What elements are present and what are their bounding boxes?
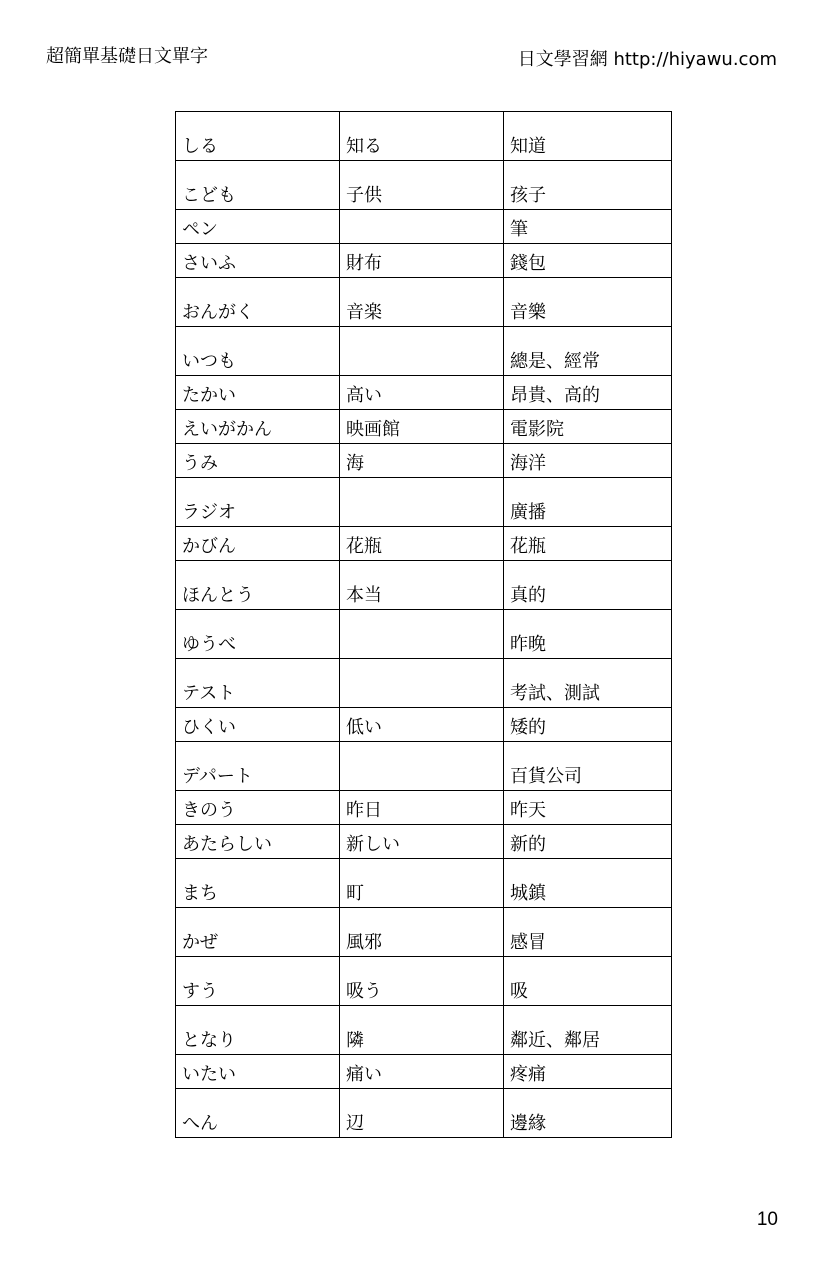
kanji-cell: 財布 <box>340 244 504 278</box>
table-row <box>176 112 672 161</box>
meaning-cell: 電影院 <box>504 410 672 444</box>
meaning-cell: 昨晚 <box>504 610 672 659</box>
meaning-cell: 吸 <box>504 957 672 1006</box>
kana-cell: いつも <box>176 327 340 376</box>
kanji-cell: 風邪 <box>340 908 504 957</box>
table-row <box>176 444 672 478</box>
meaning-cell: 昂貴、高的 <box>504 376 672 410</box>
meaning-cell: 百貨公司 <box>504 742 672 791</box>
kana-cell: テスト <box>176 659 340 708</box>
table-row <box>176 376 672 410</box>
table-row <box>176 327 672 376</box>
kanji-cell: 映画館 <box>340 410 504 444</box>
table-row <box>176 478 672 527</box>
meaning-cell: 孩子 <box>504 161 672 210</box>
table-row <box>176 742 672 791</box>
kana-cell: ペン <box>176 210 340 244</box>
meaning-cell: 海洋 <box>504 444 672 478</box>
kanji-cell: 昨日 <box>340 791 504 825</box>
meaning-cell: 考試、測試 <box>504 659 672 708</box>
kanji-cell: 音楽 <box>340 278 504 327</box>
kanji-cell: 隣 <box>340 1006 504 1055</box>
meaning-cell: 昨天 <box>504 791 672 825</box>
kanji-cell: 辺 <box>340 1089 504 1138</box>
kana-cell: たかい <box>176 376 340 410</box>
meaning-cell: 感冒 <box>504 908 672 957</box>
kana-cell: うみ <box>176 444 340 478</box>
meaning-cell: 花瓶 <box>504 527 672 561</box>
meaning-cell: 總是、經常 <box>504 327 672 376</box>
kana-cell: ラジオ <box>176 478 340 527</box>
table-row <box>176 859 672 908</box>
table-row <box>176 908 672 957</box>
meaning-cell: 廣播 <box>504 478 672 527</box>
kanji-cell: 海 <box>340 444 504 478</box>
document-title: 超簡單基礎日文單字 <box>46 46 208 67</box>
site-name: 日文學習網 http://hiyawu.com <box>517 49 777 70</box>
kanji-cell <box>340 327 504 376</box>
kana-cell: かぜ <box>176 908 340 957</box>
table-row <box>176 161 672 210</box>
kanji-cell <box>340 210 504 244</box>
table-row <box>176 1089 672 1138</box>
meaning-cell: 疼痛 <box>504 1055 672 1089</box>
kana-cell: さいふ <box>176 244 340 278</box>
kana-cell: しる <box>176 112 340 161</box>
kanji-cell <box>340 659 504 708</box>
table-row <box>176 561 672 610</box>
kana-cell: まち <box>176 859 340 908</box>
table-row <box>176 210 672 244</box>
table-row <box>176 825 672 859</box>
kanji-cell: 町 <box>340 859 504 908</box>
table-row <box>176 278 672 327</box>
kanji-cell <box>340 742 504 791</box>
kanji-cell: 新しい <box>340 825 504 859</box>
table-row <box>176 791 672 825</box>
table-row <box>176 957 672 1006</box>
kanji-cell: 花瓶 <box>340 527 504 561</box>
kanji-cell: 本当 <box>340 561 504 610</box>
kana-cell: こども <box>176 161 340 210</box>
kana-cell: デパート <box>176 742 340 791</box>
page-number: 10 <box>756 1209 778 1230</box>
table-row <box>176 708 672 742</box>
table-row <box>176 659 672 708</box>
meaning-cell: 矮的 <box>504 708 672 742</box>
kanji-cell <box>340 478 504 527</box>
table-row <box>176 610 672 659</box>
kana-cell: ひくい <box>176 708 340 742</box>
vocabulary-table-body <box>176 112 672 1138</box>
kana-cell: えいがかん <box>176 410 340 444</box>
meaning-cell: 真的 <box>504 561 672 610</box>
meaning-cell: 鄰近、鄰居 <box>504 1006 672 1055</box>
table-row <box>176 527 672 561</box>
meaning-cell: 音樂 <box>504 278 672 327</box>
meaning-cell: 邊緣 <box>504 1089 672 1138</box>
kanji-cell: 子供 <box>340 161 504 210</box>
table-row <box>176 410 672 444</box>
table-row <box>176 244 672 278</box>
meaning-cell: 知道 <box>504 112 672 161</box>
table-row <box>176 1055 672 1089</box>
meaning-cell: 筆 <box>504 210 672 244</box>
kanji-cell <box>340 610 504 659</box>
kana-cell: ほんとう <box>176 561 340 610</box>
kana-cell: おんがく <box>176 278 340 327</box>
kana-cell: すう <box>176 957 340 1006</box>
kanji-cell: 痛い <box>340 1055 504 1089</box>
kanji-cell: 高い <box>340 376 504 410</box>
table-row <box>176 1006 672 1055</box>
kanji-cell: 吸う <box>340 957 504 1006</box>
kanji-cell: 低い <box>340 708 504 742</box>
kanji-cell: 知る <box>340 112 504 161</box>
meaning-cell: 城鎮 <box>504 859 672 908</box>
meaning-cell: 錢包 <box>504 244 672 278</box>
kana-cell: きのう <box>176 791 340 825</box>
kana-cell: かびん <box>176 527 340 561</box>
kana-cell: となり <box>176 1006 340 1055</box>
meaning-cell: 新的 <box>504 825 672 859</box>
kana-cell: あたらしい <box>176 825 340 859</box>
kana-cell: へん <box>176 1089 340 1138</box>
vocabulary-table <box>175 111 672 1138</box>
kana-cell: いたい <box>176 1055 340 1089</box>
kana-cell: ゆうべ <box>176 610 340 659</box>
